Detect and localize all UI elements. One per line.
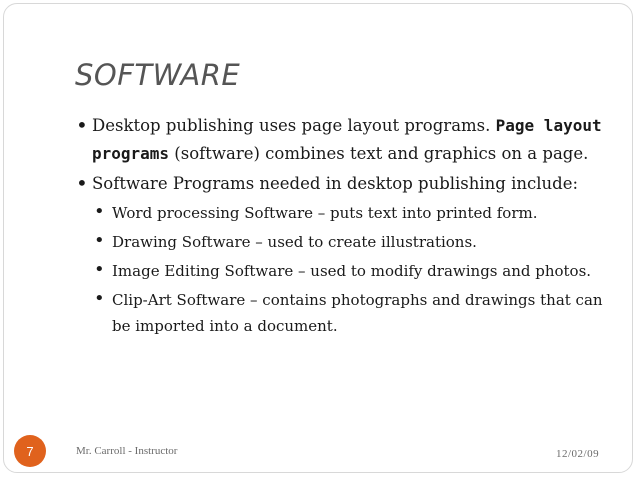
slide-frame	[3, 3, 633, 473]
sub-bullet-item	[76, 229, 616, 255]
bullet-icon: •	[94, 259, 105, 280]
bullet-text: Desktop publishing uses page layout programs.	[92, 116, 496, 135]
sub-bullet-text: Drawing Software – used to create illustrations.	[112, 233, 477, 251]
sub-bullet-text: Clip-Art Software – contains photographs and drawings that can be imported into a document.	[112, 291, 603, 335]
sub-bullet-item	[76, 287, 616, 339]
footer-presenter: Mr. Carroll - Instructor	[76, 445, 178, 457]
sub-bullet-item	[76, 200, 616, 226]
slide-title: SOFTWARE	[75, 58, 241, 92]
slide-content	[76, 112, 616, 342]
footer-date: 12/02/09	[556, 448, 600, 460]
bullet-icon: •	[94, 201, 105, 222]
bullet-icon: •	[94, 230, 105, 251]
bullet-icon: •	[76, 113, 88, 137]
bullet-emphasis: Page layout programs	[92, 116, 602, 163]
bullet-icon: •	[76, 171, 88, 195]
slide-number: 7	[26, 443, 34, 459]
bullet-item	[76, 112, 616, 168]
sub-bullet-text: Word processing Software – puts text into printed form.	[112, 204, 538, 222]
bullet-icon: •	[94, 288, 105, 309]
bullet-item	[76, 170, 616, 198]
sub-bullet-text: Image Editing Software – used to modify drawings and photos.	[112, 262, 592, 280]
bullet-text: (software) combines text and graphics on a page.	[169, 144, 589, 163]
sub-bullet-item	[76, 258, 616, 284]
slide-number-badge	[14, 435, 46, 467]
bullet-text: Software Programs needed in desktop publishing include:	[92, 174, 579, 193]
